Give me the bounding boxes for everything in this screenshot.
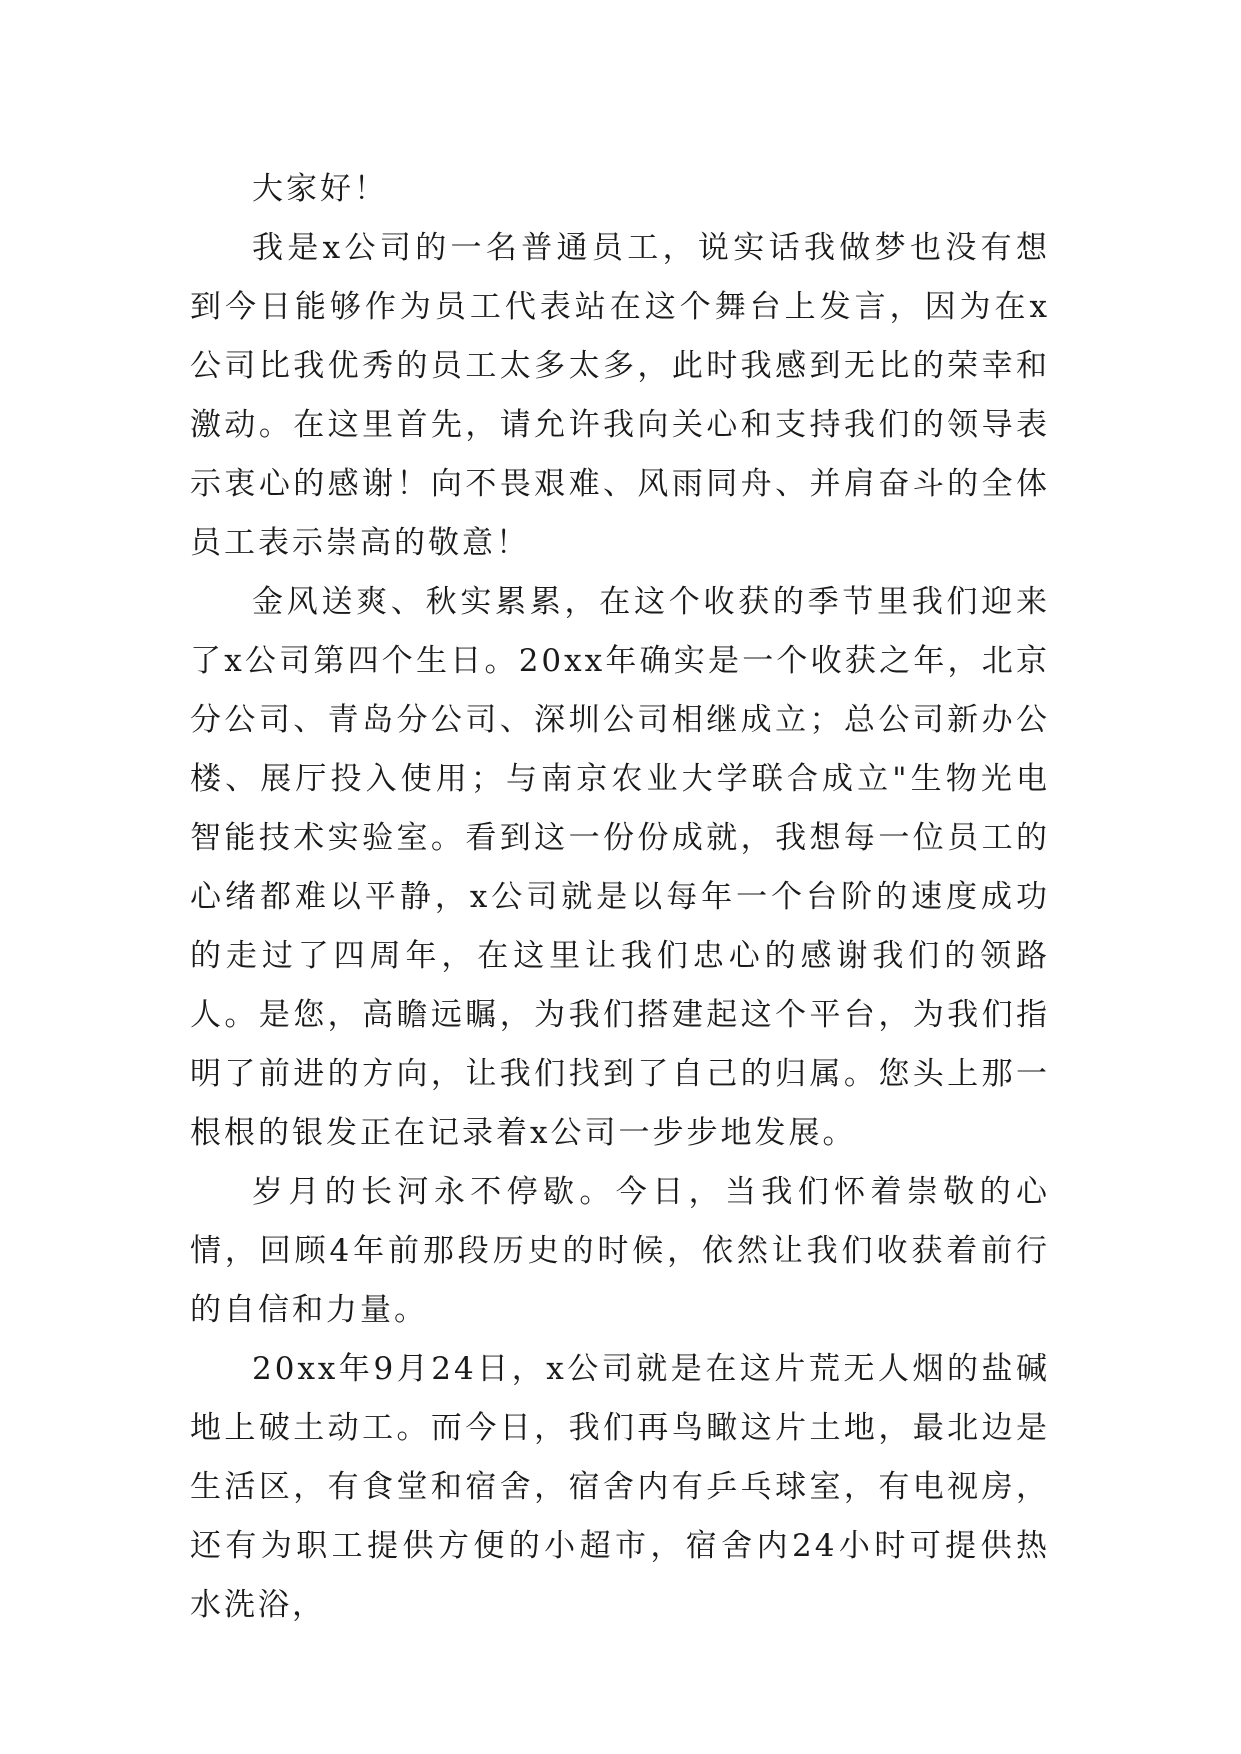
history-paragraph: 岁月的长河永不停歇。今日，当我们怀着崇敬的心情，回顾4年前那段历史的时候，依然让我们收获着前行的自信和力量。: [190, 1174, 1050, 1328]
founding-paragraph: 20xx年9月24日，x公司就是在这片荒无人烟的盐碱地上破土动工。而今日，我们再鸟瞰这片土地，最北边是生活区，有食堂和宿舍，宿舍内有乒乓球室，有电视房，还有为职工提供方便的小超市，宿舍内24小时可提供热水洗浴，: [190, 1351, 1051, 1623]
document-body: [190, 160, 1050, 1635]
greeting-paragraph: 大家好！: [252, 171, 388, 207]
anniversary-paragraph: 金风送爽、秋实累累，在这个收获的季节里我们迎来了x公司第四个生日。20xx年确实是一个收获之年，北京分公司、青岛分公司、深圳公司相继成立；总公司新办公楼、展厅投入使用；与南京农业大学联合成立"生物光电智能技术实验室。看到这一份份成就，我想每一位员工的心绪都难以平静，x公司就是以每年一个台阶的速度成功的走过了四周年，在这里让我们忠心的感谢我们的领路人。是您，高瞻远瞩，为我们搭建起这个平台，为我们指明了前进的方向，让我们找到了自己的归属。您头上那一根根的银发正在记录着x公司一步步地发展。: [190, 584, 1050, 1151]
intro-paragraph: 我是x公司的一名普通员工，说实话我做梦也没有想到今日能够作为员工代表站在这个舞台上发言，因为在x公司比我优秀的员工太多太多，此时我感到无比的荣幸和激动。在这里首先，请允许我向关心和支持我们的领导表示衷心的感谢！向不畏艰难、风雨同舟、并肩奋斗的全体员工表示崇高的敬意！: [190, 230, 1050, 561]
